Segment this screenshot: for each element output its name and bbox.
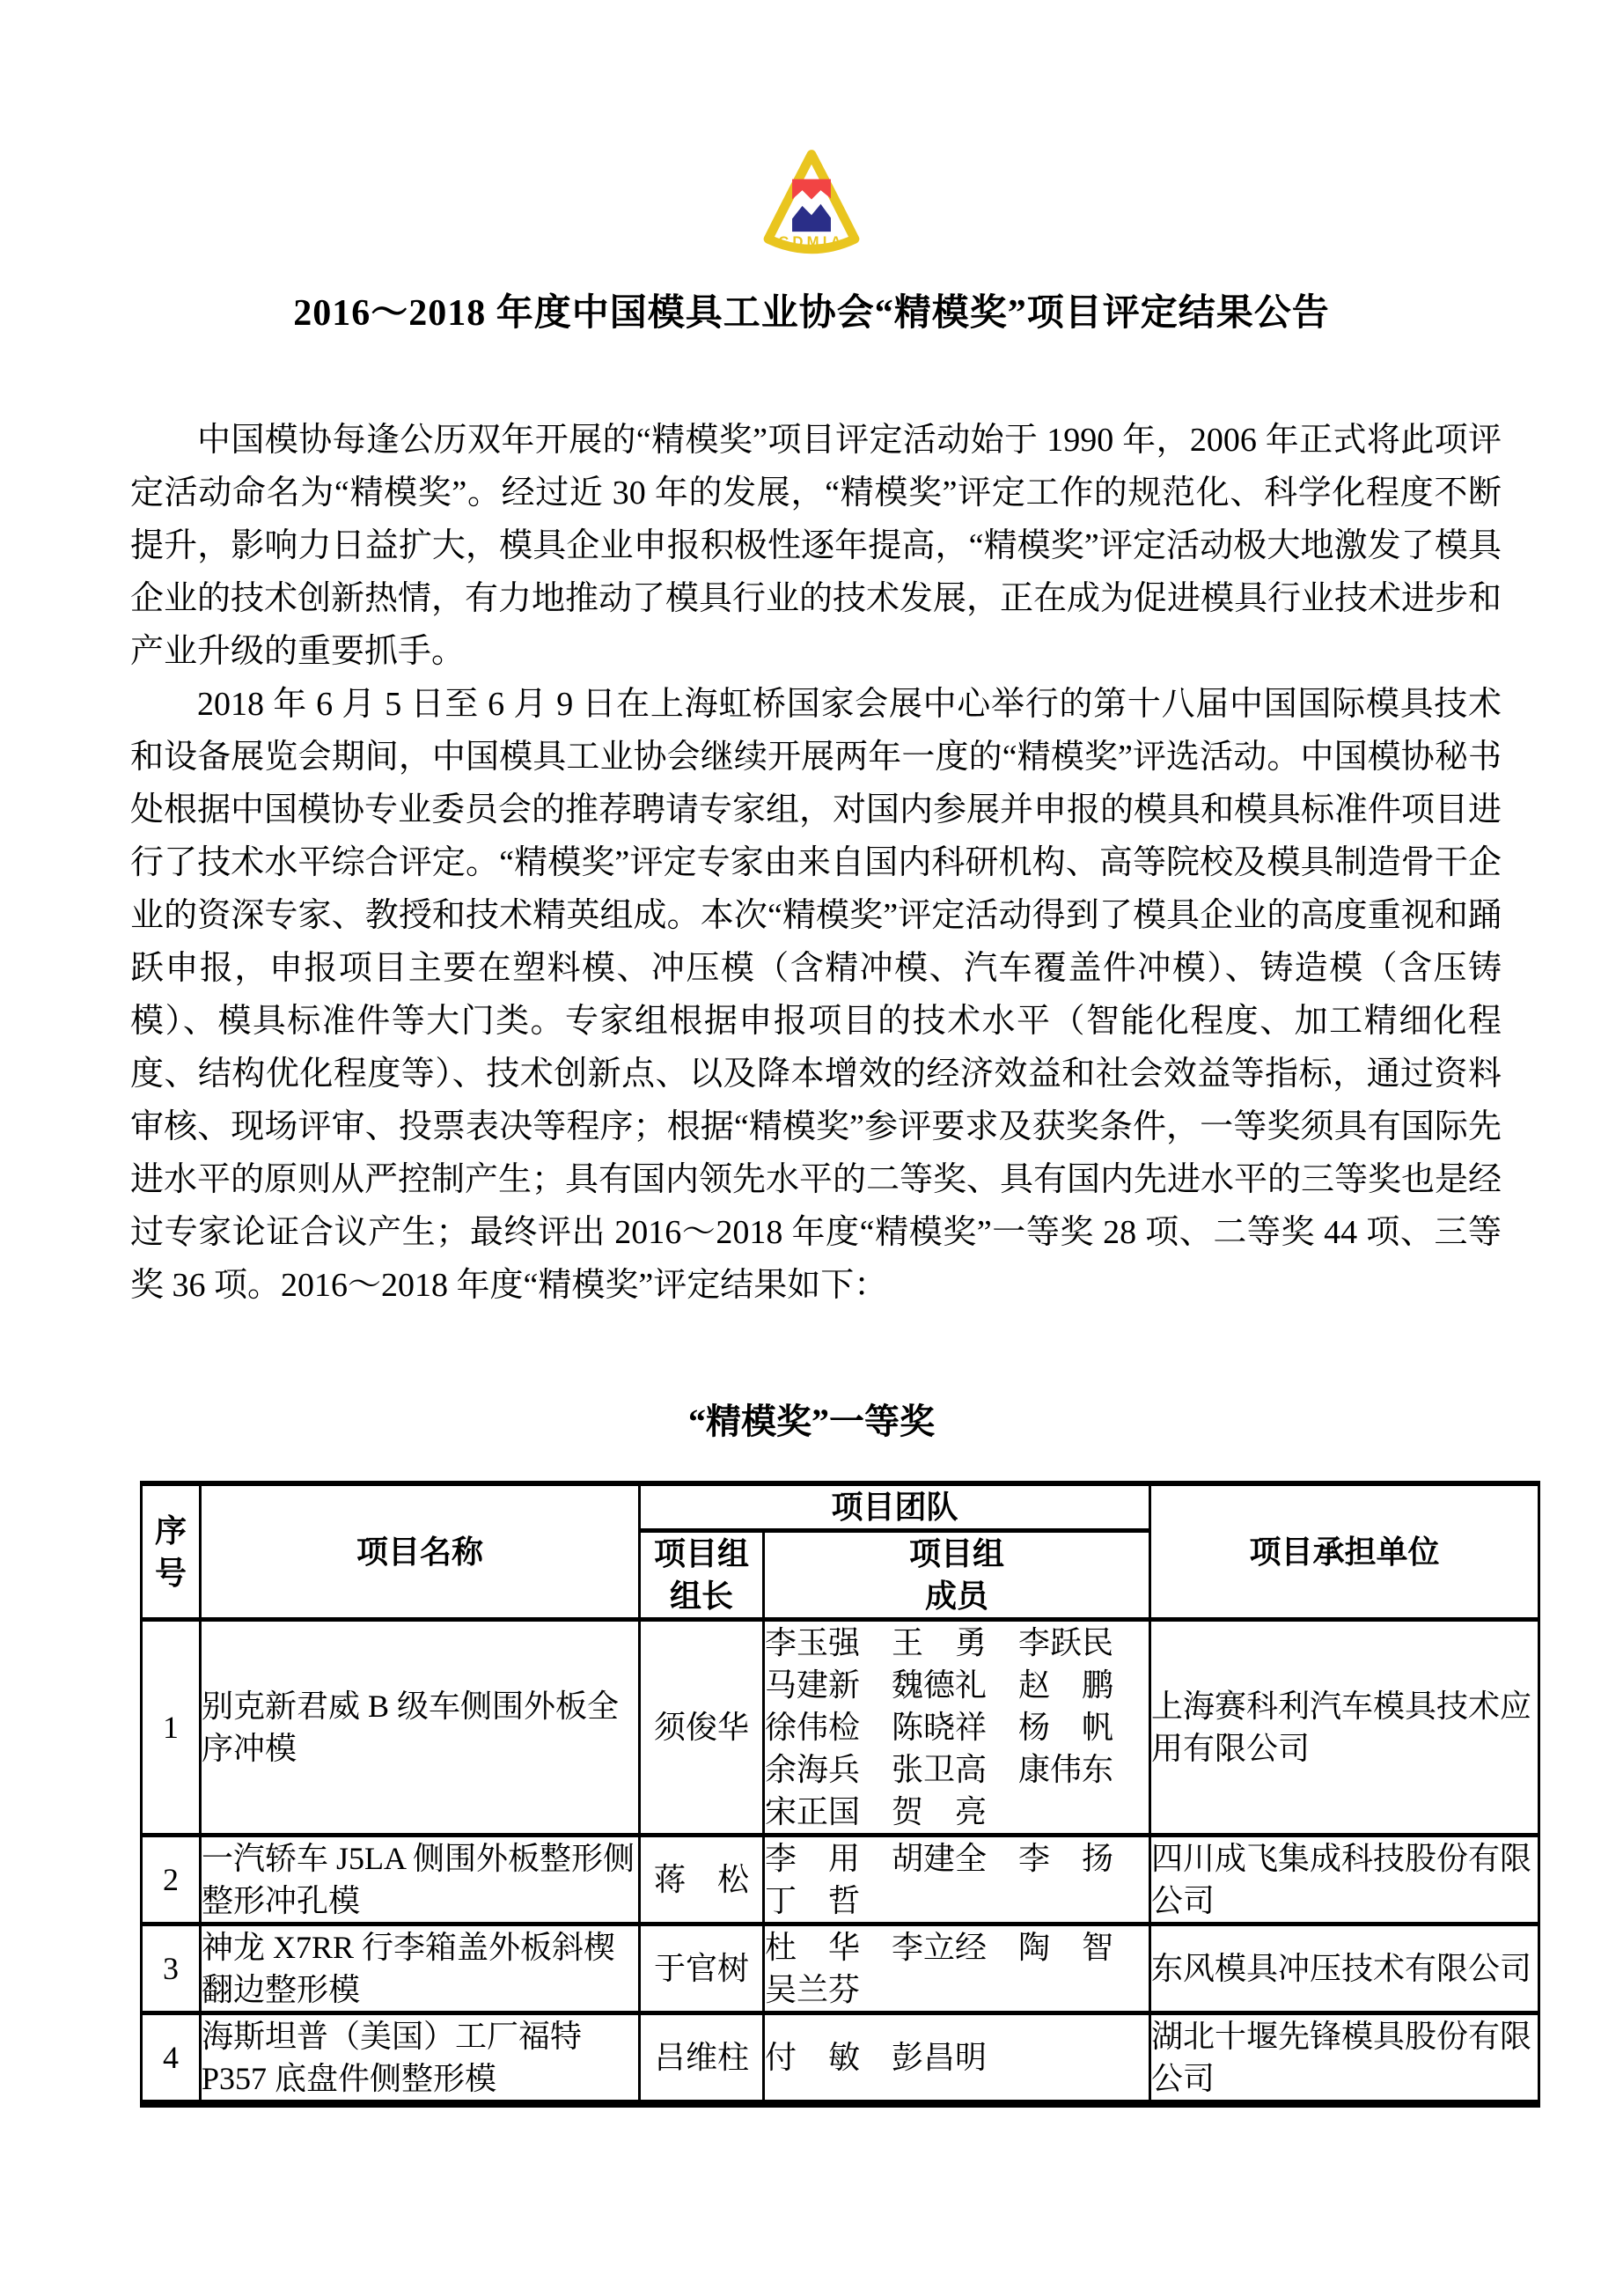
row-project-name: 一汽轿车 J5LA 侧围外板整形侧整形冲孔模: [201, 1836, 640, 1924]
member-line: 李 用 胡建全 李 扬: [765, 1841, 1114, 1876]
row-project-name: 海斯坦普（美国）工厂福特 P357 底盘件侧整形模: [201, 2013, 640, 2104]
body-text: [130, 414, 1502, 1312]
paragraph-1: 中国模协每逢公历双年开展的“精模奖”项目评定活动始于 1990 年，2006 年正式将此项评定活动命名为“精模奖”。经过近 30 年的发展，“精模奖”评定工作的规范化、科学化程度不断提升，影响力日益扩大，模具企业申报积极性逐年提高，“精模奖”评定活动极大地激发了模具企业的技术创新热情，有力地推动了模具行业的技术发展，正在成为促进模具行业技术进步和产业升级的重要抓手。: [130, 422, 1502, 670]
header-project-team: 项目团队: [640, 1483, 1150, 1531]
row-serial: 3: [142, 1924, 201, 2013]
row-team-members: [764, 1620, 1150, 1836]
row-project-name: 神龙 X7RR 行李箱盖外板斜楔翻边整形模: [201, 1924, 640, 2013]
table-header-row-top: [142, 1483, 1539, 1531]
member-line: 宋正国 贺 亮: [765, 1794, 988, 1829]
paragraph-2: 2018 年 6 月 5 日至 6 月 9 日在上海虹桥国家会展中心举行的第十八届中国国际模具技术和设备展览会期间，中国模具工业协会继续开展两年一度的“精模奖”评选活动。中国模协秘书处根据中国模协专业委员会的推荐聘请专家组，对国内参展并申报的模具和模具标准件项目进行了技术水平综合评定。“精模奖”评定专家由来自国内科研机构、高等院校及模具制造骨干企业的资深专家、教授和技术精英组成。本次“精模奖”评定活动得到了模具企业的高度重视和踊跃申报，申报项目主要在塑料模、冲压模（含精冲模、汽车覆盖件冲模）、铸造模（含压铸模）、模具标准件等大门类。专家组根据申报项目的技术水平（智能化程度、加工精细化程度、结构优化程度等）、技术创新点、以及降本增效的经济效益和社会效益等指标，通过资料审核、现场评审、投票表决等程序；根据“精模奖”参评要求及获奖条件，一等奖须具有国际先进水平的原则从严控制产生；具有国内领先水平的二等奖、具有国内先进水平的三等奖也是经过专家论证合议产生；最终评出 2016～2018 年度“精模奖”一等奖 28 项、二等奖 44 项、三等奖 36 项。2016～2018 年度“精模奖”评定结果如下：: [130, 686, 1502, 1304]
row-team-leader: 于官树: [640, 1924, 764, 2013]
header-team-members: 项目组 成员: [764, 1531, 1150, 1620]
row-company: 上海赛科利汽车模具技术应用有限公司: [1150, 1620, 1539, 1836]
table-row: [142, 2013, 1539, 2104]
document-title: 2016～2018 年度中国模具工业协会“精模奖”项目评定结果公告: [293, 293, 1330, 334]
member-line: 付 敏 彭昌明: [765, 2040, 988, 2075]
header-undertaker: 项目承担单位: [1150, 1483, 1539, 1620]
row-company: 湖北十堰先锋模具股份有限公司: [1150, 2013, 1539, 2104]
row-serial: 1: [142, 1620, 201, 1836]
member-line: 丁 哲: [765, 1883, 861, 1918]
row-team-leader: 须俊华: [640, 1620, 764, 1836]
row-company: 东风模具冲压技术有限公司: [1150, 1924, 1539, 2013]
row-team-members: [764, 1836, 1150, 1924]
row-team-leader: 蒋 松: [640, 1836, 764, 1924]
member-line: 李玉强 王 勇 李跃民: [765, 1625, 1114, 1660]
table-header: [142, 1483, 1539, 1620]
row-serial: 2: [142, 1836, 201, 1924]
cdmia-logo: [751, 148, 872, 269]
row-team-leader: 吕维柱: [640, 2013, 764, 2104]
header-team-leader: 项目组 组长: [640, 1531, 764, 1620]
row-company: 四川成飞集成科技股份有限公司: [1150, 1836, 1539, 1924]
member-line: 吴兰芬: [765, 1972, 861, 2007]
table-row: [142, 1924, 1539, 2013]
row-project-name: 别克新君威 B 级车侧围外板全序冲模: [201, 1620, 640, 1836]
table-row: [142, 1836, 1539, 1924]
row-team-members: [764, 1924, 1150, 2013]
member-line: 杜 华 李立经 陶 智: [765, 1930, 1114, 1965]
award-section-heading: “精模奖”一等奖: [688, 1402, 935, 1441]
table-row: [142, 1620, 1539, 1836]
member-line: 余海兵 张卫高 康伟东: [765, 1752, 1114, 1787]
row-team-members: [764, 2013, 1150, 2104]
logo-acronym-text: CDMIA: [778, 232, 845, 250]
header-serial: 序 号: [142, 1483, 201, 1620]
member-line: 马建新 魏德礼 赵 鹏: [765, 1667, 1114, 1703]
cdmia-logo-icon: [751, 148, 872, 269]
row-serial: 4: [142, 2013, 201, 2104]
member-line: 徐伟检 陈晓祥 杨 帆: [765, 1710, 1114, 1745]
header-project-name: 项目名称: [201, 1483, 640, 1620]
table-body: [142, 1620, 1539, 2104]
award-table: [140, 1481, 1540, 2108]
